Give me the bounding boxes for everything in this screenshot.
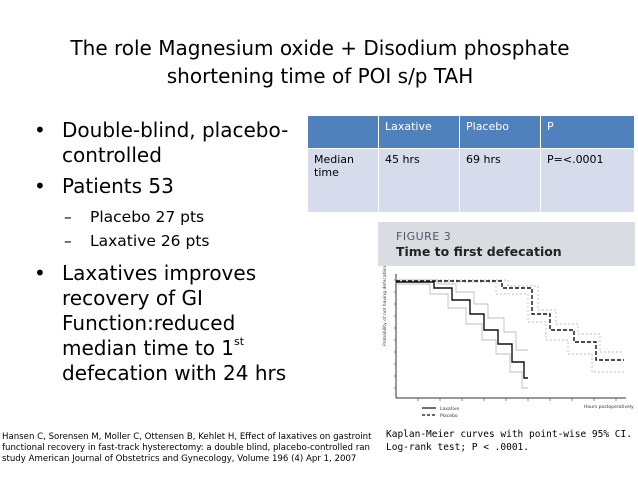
superscript: st: [234, 335, 245, 349]
bullet-dot: •: [34, 261, 46, 285]
results-table: [307, 115, 635, 213]
figure-caption: [386, 428, 632, 454]
table-header-cell: Placebo: [460, 116, 541, 149]
table-row: [308, 149, 635, 213]
table-header-row: [308, 116, 635, 149]
slide-title: [40, 34, 600, 90]
bullet-dot: •: [34, 174, 46, 198]
sub-bullet-text: Placebo 27 pts: [90, 208, 205, 226]
reference-line: functional recovery in fast-track hysterectomy: a double blind, placebo-controlled ran: [2, 443, 370, 453]
bullet-result: [34, 261, 304, 386]
kaplan-meier-figure: [378, 222, 635, 466]
reference-line: Hansen C, Sorensen M, Moller C, Ottensen B, Kehlet H, Effect of laxatives on gastroint: [2, 432, 372, 442]
table-cell: Median time: [308, 149, 379, 213]
x-axis-label: Hours postoperatively: [584, 405, 634, 410]
bullet-list: [34, 118, 304, 392]
sub-bullet-text: Laxative 26 pts: [90, 232, 210, 250]
bullet-line: Function:reduced: [62, 311, 236, 335]
sub-bullet-dash: –: [64, 232, 72, 250]
table-header-cell: P: [541, 116, 635, 149]
figure-title: Time to first defecation: [396, 244, 562, 259]
bullet-study-design: [34, 118, 304, 168]
title-line-2: shortening time of POI s/p TAH: [166, 64, 474, 88]
sub-bullet-placebo: [34, 205, 304, 229]
bullet-line: [62, 336, 304, 361]
laxative-curve: [396, 282, 528, 378]
caption-line: Kaplan-Meier curves with point-wise 95% CI.: [386, 429, 632, 440]
bullet-line: recovery of GI: [62, 286, 203, 310]
bullet-line: Patients 53: [62, 174, 174, 198]
reference-line: study American Journal of Obstetrics and Gynecology, Volume 196 (4) Apr 1, 2007: [2, 454, 357, 464]
bullet-line: controlled: [62, 143, 162, 167]
table-cell: P=<.0001: [541, 149, 635, 213]
bullet-patients: [34, 174, 304, 199]
legend-placebo-label: Placebo: [440, 414, 458, 419]
bullet-line-text: median time to 1: [62, 336, 235, 360]
sub-bullet-dash: –: [64, 208, 72, 226]
caption-line: Log-rank test; P < .0001.: [386, 442, 529, 453]
title-line-1: The role Magnesium oxide + Disodium phosphate: [70, 36, 570, 60]
bullet-line: defecation with 24 hrs: [62, 361, 287, 385]
y-axis-label: Probability of not having defecation: [383, 265, 388, 346]
bullet-dot: •: [34, 118, 46, 142]
sub-bullet-laxative: [34, 229, 304, 253]
table-cell: 45 hrs: [379, 149, 460, 213]
bullet-line: Double-blind, placebo-: [62, 118, 289, 142]
table-cell: 69 hrs: [460, 149, 541, 213]
figure-label: FIGURE 3: [396, 230, 452, 243]
table-header-cell: Laxative: [379, 116, 460, 149]
bullet-line: Laxatives improves: [62, 261, 257, 285]
table-header-cell: [308, 116, 379, 149]
laxative-ci-upper: [396, 280, 528, 350]
legend-laxative-label: Laxative: [440, 407, 460, 412]
reference-citation: [2, 432, 374, 465]
